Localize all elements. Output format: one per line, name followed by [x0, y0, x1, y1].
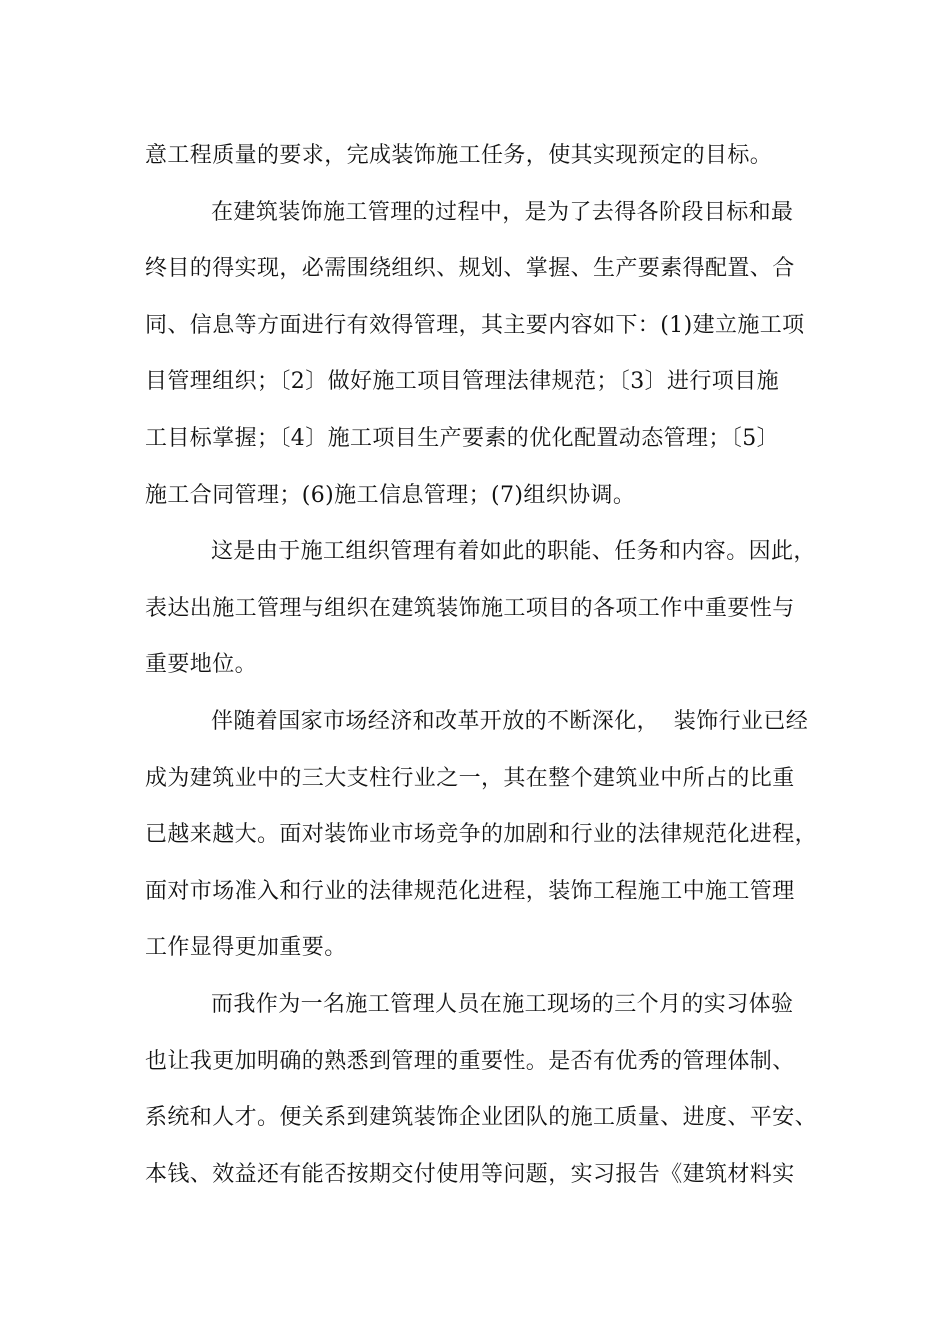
text-line: 施工合同管理；(6)施工信息管理；(7)组织协调。 — [145, 482, 636, 508]
paragraph-1 — [145, 128, 825, 185]
text-line: 本钱、效益还有能否按期交付使用等问题，实习报告《建筑材料实 — [145, 1161, 795, 1187]
text-line: 终目的得实现，必需围绕组织、规划、掌握、生产要素得配置、合 — [145, 256, 795, 282]
text-line: 已越来越大。面对装饰业市场竞争的加剧和行业的法律规范化进程， — [145, 822, 818, 848]
document-body — [145, 128, 825, 1203]
text-line: 面对市场准入和行业的法律规范化进程，装饰工程施工中施工管理 — [145, 878, 795, 904]
text-line: 工作显得更加重要。 — [145, 935, 347, 961]
paragraph-3 — [145, 524, 825, 694]
text-line: 成为建筑业中的三大支柱行业之一，其在整个建筑业中所占的比重 — [145, 765, 795, 791]
text-line: 而我作为一名施工管理人员在施工现场的三个月的实习体验 — [211, 991, 794, 1017]
text-line: 也让我更加明确的熟悉到管理的重要性。是否有优秀的管理体制、 — [145, 1048, 795, 1074]
text-line: 这是由于施工组织管理有着如此的职能、任务和内容。因此， — [211, 539, 816, 565]
text-line: 伴随着国家市场经济和改革开放的不断深化， 装饰行业已经 — [211, 708, 809, 734]
text-line: 意工程质量的要求，完成装饰施工任务，使其实现预定的目标。 — [145, 143, 773, 168]
text-line: 重要地位。 — [145, 652, 258, 678]
text-line: 工目标掌握；〔4〕施工项目生产要素的优化配置动态管理；〔5〕 — [145, 425, 779, 451]
text-line: 同、信息等方面进行有效得管理，其主要内容如下：(1)建立施工项 — [145, 312, 805, 338]
paragraph-2 — [145, 185, 825, 525]
text-line: 目管理组织；〔2〕做好施工项目管理法律规范；〔3〕进行项目施 — [145, 369, 779, 395]
paragraph-5 — [145, 977, 825, 1203]
text-line: 系统和人才。便关系到建筑装饰企业团队的施工质量、进度、平安、 — [145, 1105, 818, 1131]
text-line: 表达出施工管理与组织在建筑装饰施工项目的各项工作中重要性与 — [145, 595, 795, 621]
paragraph-4 — [145, 694, 825, 977]
text-line: 在建筑装饰施工管理的过程中，是为了去得各阶段目标和最 — [211, 199, 794, 225]
